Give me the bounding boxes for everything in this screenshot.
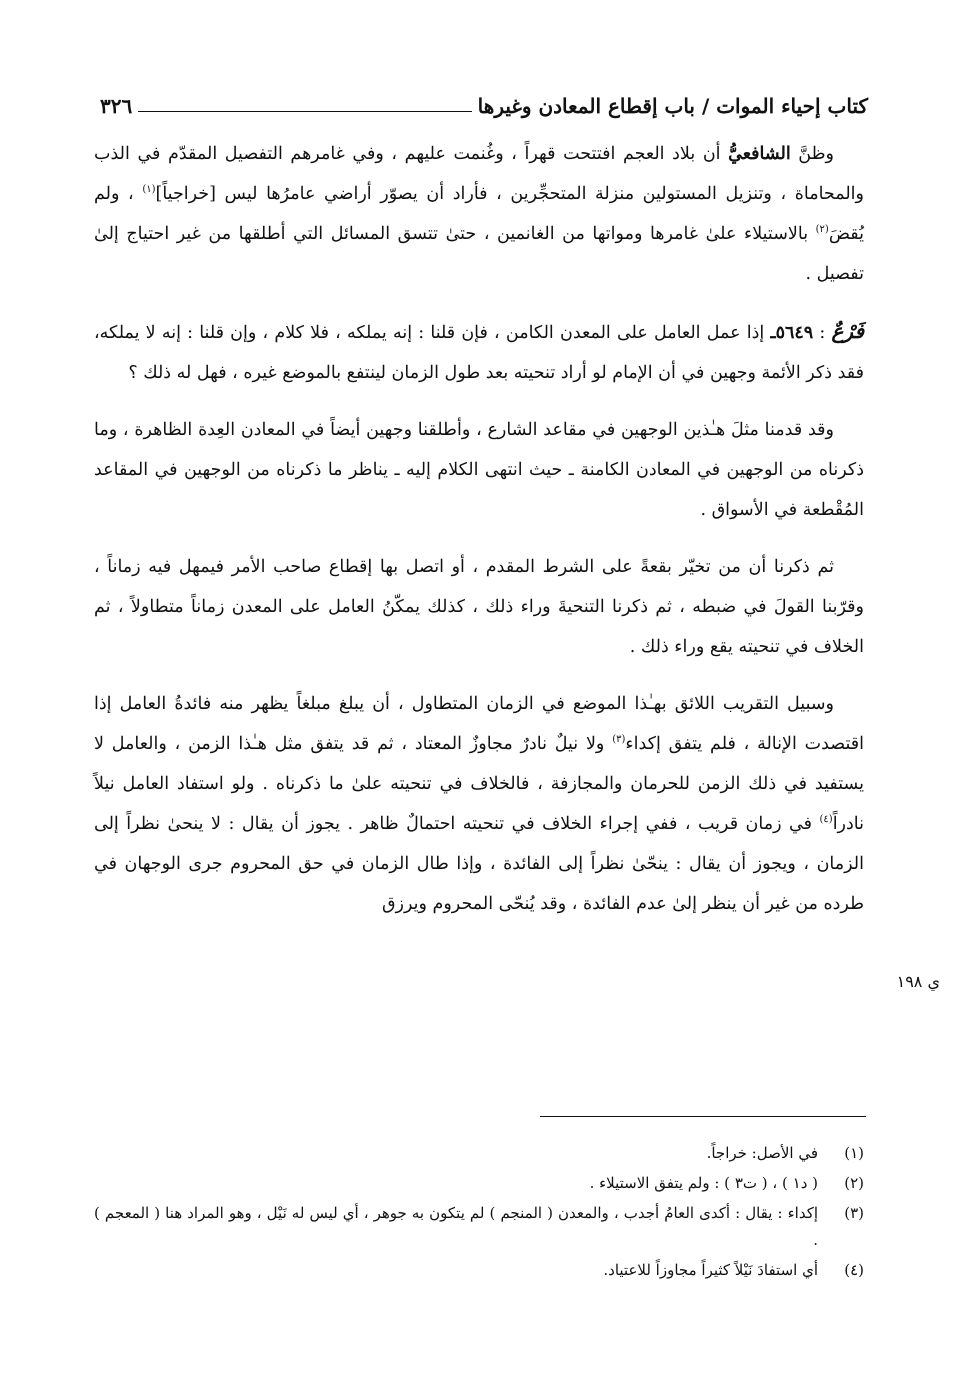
footnote-text: أي استفادَ نَيْلاً كثيراً مجاوزاً للاعتياد.	[603, 1261, 818, 1279]
text-run: وسبيل التقريب اللائق بهـٰذا الموضع في الزمان المتطاول ، أن يبلغ مبلغاً يظهر منه فائدةُ العامل إذا اقتصدت الإنالة ، فلم يتفق إكداء	[94, 694, 864, 754]
text-run: بالاستيلاء علىٰ غامرها ومواتها من الغانمين ، حتىٰ تتسق المسائل التي أطلقها من غير احتياج إلىٰ تفصيل .	[94, 224, 864, 284]
paragraph-5	[94, 684, 864, 924]
footnote-text: إكداء : يقال : أكدى العامُ أجدب ، والمعدن ( المنجم ) لم يتكون به جوهر ، أي ليس له نَيْل ، وهو المراد هنا ( المعجم ) .	[94, 1204, 818, 1249]
manuscript-margin-ref: ي ١٩٨	[896, 972, 940, 991]
text-run: ولا نيلٌ نادرٌ مجاوزٌ المعتاد ، ثم قد يتفق مثل هـٰذا الزمن ، والعامل لا يستفيد في ذلك الزمن للحرمان والمجازفة ، فالخلاف في تنحيته علىٰ ما ذكرناه . ولو استفاد العامل نيلاً نادراً	[94, 734, 864, 834]
paragraph-3: وقد قدمنا مثلَ هـٰذين الوجهين في مقاعد الشارع ، وأطلقنا وجهين أيضاً في المعادن العِدة الظاهرة ، وما ذكرناه من الوجهين في المعادن الكامنة ـ حيث انتهى الكلام إليه ـ يناظر ما ذكرناه من الوجهين في المقاعد المُقْطعة في الأسواق .	[94, 420, 864, 520]
main-text	[94, 134, 864, 924]
footnote-number: (٢)	[844, 1174, 864, 1192]
footnote-ref-4: (٤)	[819, 814, 833, 826]
paragraph-1	[94, 134, 864, 294]
text-run: وظنَّ	[790, 144, 835, 164]
footnote-ref-2: (٢)	[815, 224, 829, 236]
paragraph-2	[94, 311, 864, 393]
footnote-number: (٣)	[844, 1204, 864, 1222]
page-number: ٣٢٦	[100, 94, 133, 118]
footnote	[94, 1170, 864, 1197]
footnote-ref-3: (٣)	[612, 734, 626, 746]
footnote	[94, 1200, 864, 1254]
footnote-number: (٤)	[844, 1261, 864, 1279]
text-run: :	[813, 323, 832, 343]
footnote-text: ( د١ ) ، ( ت٣ ) : ولم يتفق الاستيلاء .	[589, 1174, 818, 1192]
running-header	[100, 80, 868, 120]
footnote-number: (١)	[844, 1144, 864, 1162]
paragraph-4: ثم ذكرنا أن من تخيّر بقعةً على الشرط المقدم ، أو اتصل بها إقطاع صاحب الأمر فيمهل فيه زماناً ، وقرّبنا القولَ في ضبطه ، ثم ذكرنا التنحيةَ وراء ذلك ، كذلك يمكّنُ العامل على المعدن زماناً متطاولاً ، ثم الخلاف في تنحيته يقع وراء ذلك .	[94, 557, 864, 657]
running-title: كتاب إحياء الموات / باب إقطاع المعادن وغيرها	[477, 94, 868, 118]
text-run: إذا عمل العامل على المعدن الكامن ، فإن قلنا : إنه يملكه ، فلا كلام ، وإن قلنا : إنه لا يملكه، فقد ذكر الأئمة وجهين في أن الإمام لو أراد تنحيته بعد طول الزمان لينتفع بالموضع غيره ، فهل له ذلك ؟	[94, 323, 864, 383]
footnote	[94, 1257, 864, 1284]
header-rule	[138, 111, 471, 112]
section-marker: فَرْعٌ	[831, 319, 864, 343]
author-name: الشافعيُّ	[728, 144, 791, 164]
footnote-separator	[540, 1116, 866, 1117]
issue-number: ٥٦٤٩ـ	[770, 323, 814, 343]
footnotes	[94, 1140, 864, 1287]
text-run: أن بلاد العجم افتتحت قهراً ، وغُنمت عليهم ، وفي غامرهم التفصيل المقدّم في الذب والمحاماة ، وتنزيل المستولين منزلة المتحجِّرين ، فأراد أن يصوّر أراضي عامرُها ليس [خراجياً]	[94, 144, 864, 204]
text-run: في زمان قريب ، ففي إجراء الخلاف في تنحيته احتمالٌ ظاهر . يجوز أن يقال : لا ينحىٰ نظراً إلى الزمان ، ويجوز أن يقال : ينحّىٰ نظراً إلى الفائدة ، وإذا طال الزمان في حق المحروم جرى الوجهان في طرده من غير أن ينظر إلىٰ عدم الفائدة ، وقد يُنحّى المحروم ويرزق	[94, 814, 864, 914]
footnote	[94, 1140, 864, 1167]
footnote-ref-1: (١)	[142, 184, 156, 196]
footnote-text: في الأصل: خراجاً.	[706, 1144, 818, 1162]
text-run: ، ولم يُقضَ	[94, 184, 864, 244]
